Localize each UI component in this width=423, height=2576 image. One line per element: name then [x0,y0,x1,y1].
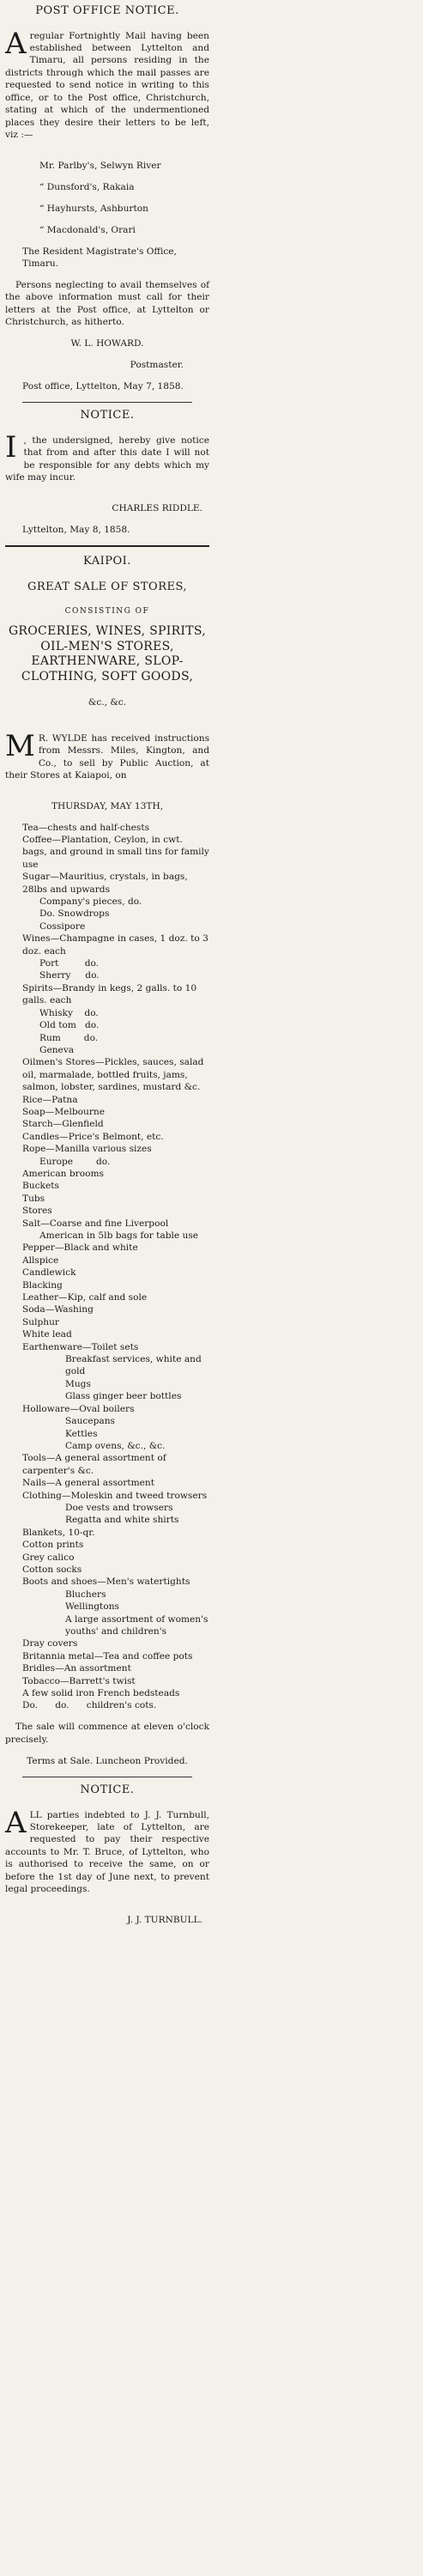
sale-goods-list: GROCERIES, WINES, SPIRITS, OIL-MEN'S STORES, EARTHENWARE, SLOP-CLOTHING, SOFT GOODS, [8,624,207,683]
sale-item: Sulphur [22,1316,59,1327]
sale-item: Saucepans [65,1416,115,1427]
sale-item: Stores [22,1206,52,1217]
sale-item: Rum do. [39,1032,99,1043]
sale-item: Holloware—Oval boilers [22,1403,135,1414]
sale-item: Rice—Patna [22,1094,78,1105]
sale-title: GREAT SALE OF STORES, [27,580,188,594]
post-office-body-start: regular Fortnightly Mail having been established between Lyttelton and Timaru, all persons residing in the districts through which the mail passes are requested to send notice in writing to this office, or to the Post office, Christchurch, stating at which of the undermentioned places they desire their letters to be left, viz :— [5,30,209,140]
sale-item: Soap—Melbourne [22,1106,105,1117]
sale-item: Europe do. [39,1156,111,1167]
sale-item: American in 5lb bags for table use [39,1230,199,1242]
drop-capital: A [5,1805,27,1840]
sale-item: Buckets [22,1181,59,1192]
sale-item: Coffee—Plantation, Ceylon, in cwt. bags, and ground in small tins for family use [22,835,213,870]
sale-etc: &c., &c. [88,697,127,708]
sale-item: Kettles [65,1428,98,1439]
post-office-notice [5,3,209,393]
sale-item: Tobacco—Barrett's twist [22,1675,136,1686]
sale-item: Glass ginger beer bottles [65,1391,182,1402]
post-office-heading: POST OFFICE NOTICE. [35,4,179,17]
sale-item: Regatta and white shirts [65,1515,179,1526]
divider [22,402,192,403]
sale-item: Salt—Coarse and fine Liverpool [22,1218,169,1229]
sale-terms: Terms at Sale. Luncheon Provided. [27,1755,188,1766]
riddle-signature: CHARLES RIDDLE. [112,502,202,513]
sale-item: Starch—Glenfield [22,1119,104,1130]
sale-item: Doe vests and trowsers [65,1502,173,1513]
sale-item: Whisky do. [39,1007,99,1018]
sale-item: Bluchers [65,1589,106,1600]
sale-intro [5,728,209,782]
sale-item: Earthenware—Toilet sets [22,1341,139,1352]
sale-item: Dray covers [22,1638,78,1649]
sale-item: Clothing—Moleskin and tweed trowsers [22,1490,208,1501]
turnbull-body [5,1805,209,1896]
sale-date: THURSDAY, MAY 13TH, [51,800,164,811]
sale-item: Pepper—Black and white [22,1242,138,1254]
place-item: “ Macdonald's, Orari [39,224,136,235]
post-office-body-end: Persons neglecting to avail themselves of the above information must call for their letters at the Post office, at Lyttelton or Christchurch, as hitherto. [5,279,209,328]
sale-item: Bridles—An assortment [22,1663,131,1674]
sale-closing: The sale will commence at eleven o'clock precisely. [5,1722,209,1745]
sale-item: A large assortment of women's youths' and children's [65,1613,211,1637]
riddle-body [5,429,209,484]
sale-item: American brooms [22,1168,104,1179]
sale-item: Allspice [22,1255,59,1266]
sale-item: Port do. [39,958,100,969]
turnbull-body-text: LL parties indebted to J. J. Turnbull, Storekeeper, late of Lyttelton, are requested to pay their respective accounts to Mr. T. Bruce, of Lyttelton, who is authorised to receive the same, on or before the 1st day of June next, to prevent legal proceedings. [5,1809,209,1894]
sale-item: Candlewick [22,1267,76,1279]
sale-item: Britannia metal—Tea and coffee pots [22,1650,193,1662]
sale-item: Geneva [39,1044,75,1055]
place-item: Mr. Parlby's, Selwyn River [39,160,161,171]
sale-item: Rope—Manilla various sizes [22,1144,152,1155]
post-office-signature: W. L. HOWARD. [70,338,144,349]
turnbull-heading: NOTICE. [80,1783,135,1796]
sale-notice [5,554,213,1768]
sale-item: Do. Snowdrops [39,908,110,920]
sale-item: Cotton socks [22,1564,82,1575]
sale-item: Camp ovens, &c., &c. [65,1440,166,1451]
divider [5,545,209,547]
sale-item: Blacking [22,1279,63,1291]
sale-item: Grey calico [22,1552,75,1563]
sale-place: KAIPOI. [83,554,131,568]
sale-item: Wines—Champagne in cases, 1 doz. to 3 doz. each [22,933,212,957]
sale-item: Boots and shoes—Men's watertights [22,1577,190,1588]
riddle-body-text: , the undersigned, hereby give notice that from and after this date I will not be responsible for any debts which my wife may incur. [5,434,209,483]
sale-item: Blankets, 10-qr. [22,1527,95,1538]
drop-capital: I [5,429,17,465]
drop-capital: M [5,728,35,763]
sale-item: Oilmen's Stores—Pickles, sauces, salad oil, marmalade, bottled fruits, jams, salmon, lobster, sardines, mustard &c. [22,1057,207,1093]
sale-item: Nails—A general assortment [22,1478,154,1489]
sale-item: Company's pieces, do. [39,896,142,908]
sale-item: Sugar—Mauritius, crystals, in bags, 28lbs and upwards [22,872,191,895]
sale-item: Old tom do. [39,1020,100,1031]
sale-item: Spirits—Brandy in kegs, 2 galls. to 10 galls. each [22,982,200,1006]
sale-item: Mugs [65,1378,91,1389]
sale-item: Leather—Kip, calf and sole [22,1292,148,1303]
post-office-dateline: Post office, Lyttelton, May 7, 1858. [22,381,184,392]
sale-item: Breakfast services, white and gold [65,1354,205,1377]
place-item: “ Dunsford's, Rakaia [39,181,135,192]
advert-column [5,0,213,1935]
sale-item: Tea—chests and half-chests [22,822,150,833]
sale-item: A few solid iron French bedsteads [22,1688,180,1699]
sale-item: Cotton prints [22,1540,84,1551]
sale-item: Do. do. children's cots. [22,1700,157,1711]
drop-capital: A [5,26,27,61]
sale-item: Soda—Washing [22,1304,94,1315]
post-office-title: Postmaster. [130,360,184,371]
magistrate-line: The Resident Magistrate's Office, Timaru. [22,246,177,269]
sale-item: Candles—Price's Belmont, etc. [22,1131,164,1142]
sale-consisting: CONSISTING OF [64,606,150,616]
sale-item: Wellingtons [65,1601,119,1613]
riddle-notice [5,408,209,536]
sale-item: Cossipore [39,920,86,932]
post-office-body [5,26,209,142]
riddle-heading: NOTICE. [80,409,135,422]
sale-intro-text: R. WYLDE has received instructions from Messrs. Miles, Kington, and Co., to sell by Public Auction, at their Stores at Kaiapoi, on [5,732,209,781]
sale-item: Tubs [22,1193,45,1204]
turnbull-signature: J. J. TURNBULL. [127,1914,202,1925]
turnbull-notice [5,1783,209,1926]
sale-item-list [5,822,213,1712]
sale-item: White lead [22,1329,72,1340]
sale-item: Tools—A general assortment of carpenter's &c. [22,1453,170,1476]
riddle-dateline: Lyttelton, May 8, 1858. [22,524,130,535]
sale-item: Sherry do. [39,970,100,981]
place-item: “ Hayhursts, Ashburton [39,203,148,214]
